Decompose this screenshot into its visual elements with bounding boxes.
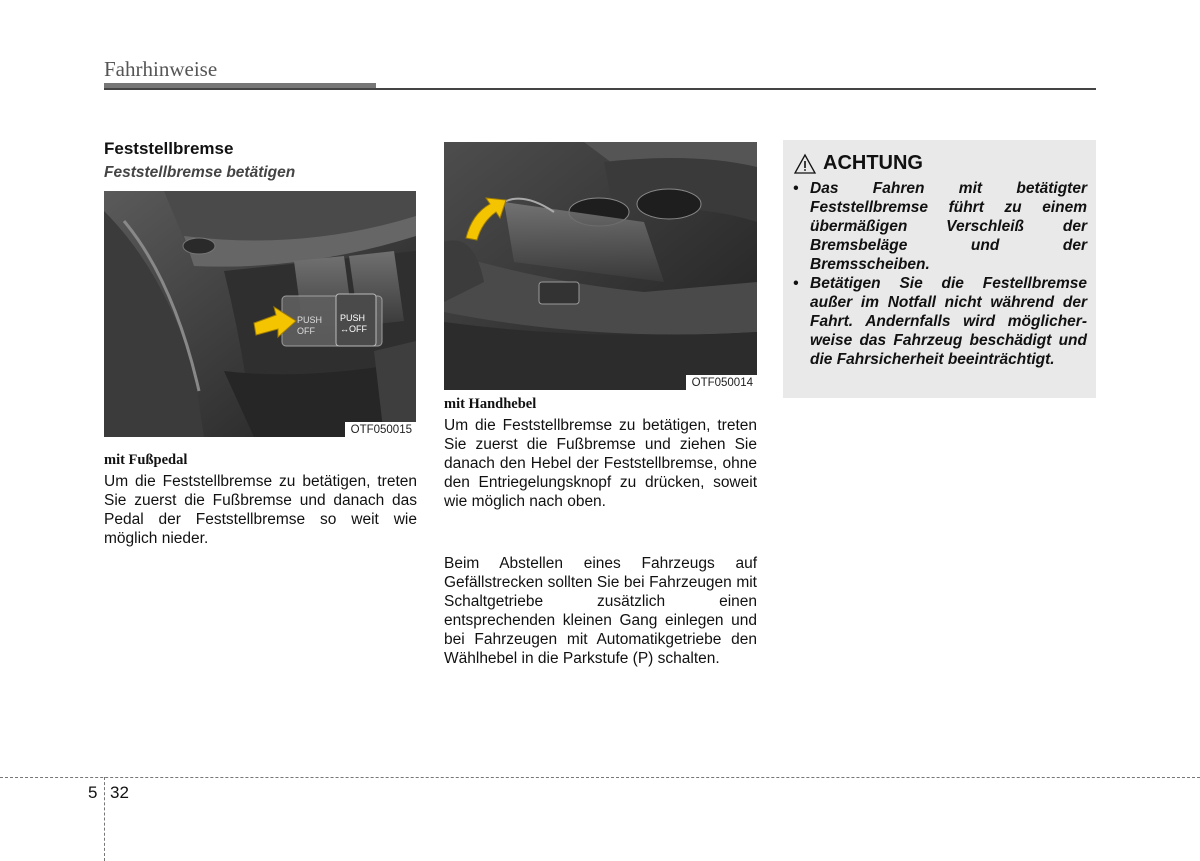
pedal-label-2-line1: PUSH [340, 313, 366, 323]
bullet: • [793, 180, 799, 197]
page-number: 32 [110, 783, 129, 802]
pedal-label-2-arrow: ↔ [340, 324, 349, 334]
figure-code: OTF050015 [345, 422, 416, 437]
figure-code: OTF050014 [686, 375, 757, 390]
section-subtitle: Feststellbremse betätigen [104, 164, 296, 181]
warning-list [793, 179, 1087, 369]
paragraph-hand-lever: Um die Feststellbremse zu betätigen, treten Sie zuerst die Fußbremse und ziehen Sie danach den Hebel der Feststellbremse, ohne den Entriegelungsknopf zu drücken, soweit wie möglich nach oben. [444, 417, 757, 510]
header-title: Fahrhinweise [104, 57, 218, 81]
paragraph-foot-pedal: Um die Feststellbremse zu betätigen, treten Sie zuerst die Fußbremse und danach das Pedal der Feststellbremse so weit wie möglich nieder. [104, 473, 417, 547]
warning-item-text: Das Fahren mit betätigter Feststellbremse führt zu einem übermäßigen Verschleiß der Bremsbeläge und der Bremsscheiben. [810, 180, 1087, 273]
header-rule [104, 88, 1096, 90]
figure-hand-lever [444, 142, 757, 390]
warning-item [793, 274, 1087, 369]
chapter-number: 5 [88, 783, 98, 802]
section-title: Feststellbremse [104, 139, 234, 158]
warning-title: ACHTUNG [823, 152, 923, 174]
warning-triangle-icon [793, 153, 817, 175]
pedal-label-1-line1: PUSH [297, 315, 323, 325]
foot-pedal-illustration [104, 191, 416, 437]
pedal-label-1-line2: OFF [297, 326, 315, 336]
warning-item-text: Betätigen Sie die Festellbremse außer im Notfall nicht während der Fahrt. Andernfalls wird möglicher-weise das Fahrzeug beschädigt und die Fahrsicherheit beeinträchtigt. [810, 275, 1087, 368]
pedal-label-2-line2: OFF [349, 324, 367, 334]
svg-text:↔OFF [340, 324, 367, 334]
figure-foot-pedal [104, 191, 416, 437]
caption-foot-pedal: mit Fußpedal [104, 452, 188, 468]
warning-title-row [793, 152, 923, 175]
warning-item [793, 179, 1087, 274]
bullet: • [793, 275, 799, 292]
hand-lever-illustration [444, 142, 757, 390]
footer-rule [0, 777, 1200, 778]
warning-box [783, 140, 1096, 398]
paragraph-slope-parking: Beim Abstellen eines Fahrzeugs auf Gefällstrecken sollten Sie bei Fahrzeugen mit Schaltgetriebe zusätzlich einen entsprechenden kleinen Gang einlegen und bei Fahrzeugen mit Automatikgetriebe den Wählhebel in die Parkstufe (P) schalten. [444, 555, 757, 667]
caption-hand-lever: mit Handhebel [444, 396, 537, 412]
footer-divider [104, 777, 105, 861]
